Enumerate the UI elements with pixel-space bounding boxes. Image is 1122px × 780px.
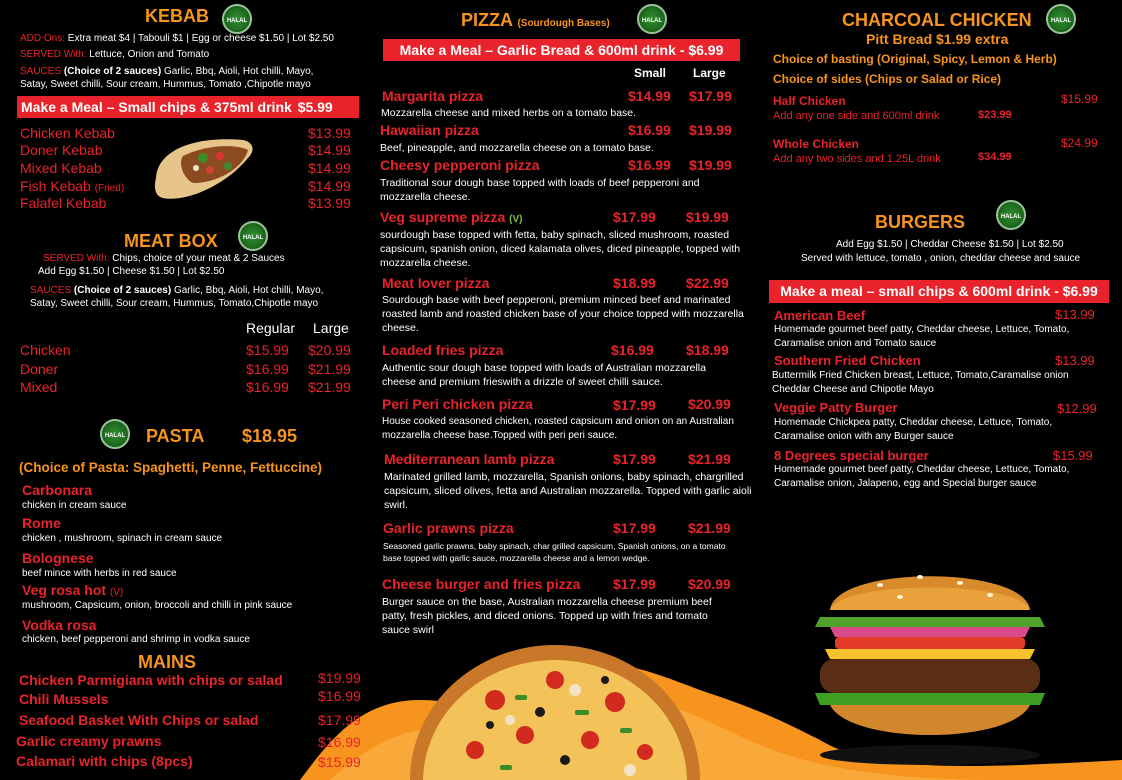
price: $20.99	[308, 342, 351, 358]
item-desc: beef mince with herbs in red sauce	[22, 568, 177, 579]
halal-badge-icon: HALAL	[996, 200, 1026, 230]
item-desc: chicken, beef pepperoni and shrimp in vodka sauce	[22, 634, 250, 645]
pasta-title: PASTA	[146, 426, 205, 446]
price: $15.99	[246, 342, 289, 358]
list-item: Garlic prawns pizza	[383, 520, 514, 536]
list-item: Fish Kebab (Fried)	[20, 178, 125, 194]
price-small: $17.99	[613, 520, 656, 536]
price: $14.99	[308, 142, 351, 158]
item-desc: Homemade gourmet beef patty, Cheddar cheese, Lettuce, Tomato, Caramalise onion, Jalapeno, egg and Special burger sauce	[774, 464, 1070, 489]
item-desc: Homemade Chickpea patty, Cheddar cheese, Lettuce, Tomato, Caramalise onion with any Burger sauce	[774, 417, 1053, 442]
list-item: Doner	[20, 361, 59, 377]
list-item: Veggie Patty Burger	[774, 400, 898, 415]
price-small: $16.99	[611, 342, 654, 358]
price-small: $16.99	[628, 157, 671, 173]
price-small: $18.99	[613, 275, 656, 291]
list-item: Falafel Kebab	[20, 195, 107, 211]
list-item: Calamari with chips (8pcs)	[16, 753, 193, 769]
item-desc: Sourdough base with beef pepperoni, premium minced beef and marinated roasted lamb and roasted chicken base of your choice topped with mozzarella cheese.	[382, 294, 744, 334]
item-desc: Burger sauce on the base, Australian mozzarella cheese premium beef patty, fresh pickles, and diced onions. Topped up with fries and tomato sauce swirl	[382, 596, 712, 636]
list-item: Garlic creamy prawns	[16, 733, 162, 749]
list-item: Carbonara	[22, 482, 93, 498]
list-item: Half Chicken	[773, 94, 846, 108]
pizza-subtitle: (Sourdough Bases)	[517, 18, 610, 29]
price-large: $21.99	[688, 520, 731, 536]
price: $13.99	[308, 125, 351, 141]
item-desc: Mozzarella cheese and mixed herbs on a tomato base.	[381, 107, 637, 119]
price-small: $16.99	[628, 122, 671, 138]
price-large: $17.99	[689, 88, 732, 104]
burgers-addegg: Add Egg $1.50 | Cheddar Cheese $1.50 | Lot $2.50	[836, 239, 1064, 250]
meatbox-addegg: Add Egg $1.50 | Cheese $1.50 | Lot $2.50	[38, 266, 225, 277]
item-desc: Add any one side and 600ml drink	[773, 110, 940, 122]
halal-badge-icon: HALAL	[100, 419, 130, 449]
pizza-image	[405, 640, 705, 780]
kebab-served: SERVED With: Lettuce, Onion and Tomato	[20, 49, 210, 60]
list-item: Southern Fried Chicken	[774, 353, 921, 368]
burgers-served: Served with lettuce, tomato , onion, cheddar cheese and sauce	[801, 253, 1081, 264]
charcoal-pitt: Pitt Bread $1.99 extra	[866, 31, 1009, 47]
meatbox-col-large: Large	[313, 320, 349, 336]
item-desc: Buttermilk Fried Chicken breast, Lettuce, Tomato,Caramalise onion Cheddar Cheese and Chipotle Mayo	[772, 370, 1069, 395]
charcoal-basting: Choice of basting (Original, Spicy, Lemon & Herb)	[773, 52, 1057, 66]
price: $16.99	[318, 734, 361, 750]
price-small: $14.99	[628, 88, 671, 104]
price: $21.99	[308, 379, 351, 395]
list-item: Chili Mussels	[19, 691, 109, 707]
price-large: $19.99	[689, 157, 732, 173]
list-item: Loaded fries pizza	[382, 342, 504, 358]
item-desc: Authentic sour dough base topped with loads of Australian mozzarella cheese and premium frieswith a drizzle of sweet chilli sauce.	[382, 362, 706, 388]
list-item: Mixed Kebab	[20, 160, 102, 176]
meatbox-served: SERVED With: Chips, choice of your meat & 2 Sauces	[43, 253, 285, 264]
pasta-price: $18.95	[242, 426, 298, 446]
item-desc: Homemade gourmet beef patty, Cheddar cheese, Lettuce, Tomato, Caramalise onion and Tomato sauce	[774, 324, 1070, 349]
price: $24.99	[1061, 136, 1098, 150]
price: $34.99	[978, 151, 1012, 163]
burger-image	[790, 555, 1070, 770]
mains-title: MAINS	[138, 652, 196, 672]
pizza-meal-banner: Make a Meal – Garlic Bread & 600ml drink - $6.99	[383, 39, 740, 61]
kebab-addons: ADD Ons: Extra meat $4 | Tabouli $1 | Egg or cheese $1.50 | Lot $2.50	[20, 33, 334, 44]
list-item: Hawaiian pizza	[380, 122, 479, 138]
price: $15.99	[1061, 92, 1098, 106]
list-item: Margarita pizza	[382, 88, 484, 104]
pizza-col-small: Small	[634, 66, 667, 80]
meatbox-title: MEAT BOX	[124, 231, 218, 251]
burgers-meal-banner: Make a meal – small chips & 600ml drink - $6.99	[769, 280, 1109, 303]
list-item: Veg supreme pizza (V)	[380, 209, 523, 225]
item-desc: sourdough base topped with fetta, baby spinach, sliced mushroom, roasted capsicum, spanish onion, diced kalamata olives, diced pineapple, topped with mozzarella cheese.	[380, 229, 741, 269]
charcoal-sides: Choice of sides (Chips or Salad or Rice)	[773, 72, 1002, 86]
halal-badge-icon: HALAL	[1046, 4, 1076, 34]
price: $13.99	[1055, 353, 1095, 368]
kebab-meal-banner: Make a Meal – Small chips & 375ml drink $5.99	[17, 96, 359, 118]
meatbox-col-regular: Regular	[246, 320, 296, 336]
list-item: Mixed	[20, 379, 58, 395]
price: $12.99	[1057, 401, 1097, 416]
list-item: Mediterranean lamb pizza	[384, 451, 555, 467]
list-item: Doner Kebab	[20, 142, 103, 158]
price: $14.99	[308, 160, 351, 176]
kebab-wrap-image	[148, 128, 258, 206]
pizza-title-row	[461, 10, 610, 31]
list-item: Cheesy pepperoni pizza	[380, 157, 540, 173]
price: $16.99	[246, 361, 289, 377]
kebab-sauces: SAUCES (Choice of 2 sauces) Garlic, Bbq, Aioli, Hot chilli, Mayo, Satay, Sweet chilli, Sour cream, Hummus, Tomato ,Chipotle mayo	[20, 66, 314, 90]
item-desc: Seasoned garlic prawns, baby spinach, char grilled capsicum, Spanish onions, on a tomato base topped with garlic sauce, mozzarella cheese and a lemon wedge.	[383, 541, 726, 563]
list-item: Whole Chicken	[773, 137, 860, 151]
list-item: Meat lover pizza	[382, 275, 490, 291]
price-small: $17.99	[613, 451, 656, 467]
price: $23.99	[978, 109, 1012, 121]
price-large: $21.99	[688, 451, 731, 467]
price-small: $17.99	[613, 576, 656, 592]
price: $16.99	[318, 688, 361, 704]
item-desc: Add any two sides and 1.25L drink	[773, 153, 941, 165]
item-desc: chicken , mushroom, spinach in cream sauce	[22, 533, 223, 544]
price-large: $20.99	[688, 396, 731, 412]
price: $17.99	[318, 712, 361, 728]
price: $14.99	[308, 178, 351, 194]
list-item: Rome	[22, 515, 61, 531]
list-item: 8 Degrees special burger	[774, 448, 929, 463]
list-item: Chicken	[20, 342, 71, 358]
item-desc: Marinated grilled lamb, mozzarella, Spanish onions, baby spinach, chargrilled capsicum, sliced olives, fetta and Australian mozzarella. Topped with garlic aioli swirl.	[384, 471, 752, 511]
item-desc: mushroom, Capsicum, onion, broccoli and chilli in pink sauce	[22, 600, 293, 611]
list-item: Cheese burger and fries pizza	[382, 576, 581, 592]
halal-badge-icon: HALAL	[238, 221, 268, 251]
price: $13.99	[308, 195, 351, 211]
meatbox-sauces: SAUCES (Choice of 2 sauces) Garlic, Bbq, Aioli, Hot chilli, Mayo, Satay, Sweet chilli, Sour cream, Hummus, Tomato,Chipotle mayo	[30, 285, 324, 309]
pasta-choice: (Choice of Pasta: Spaghetti, Penne, Fettuccine)	[19, 460, 323, 475]
price-large: $20.99	[688, 576, 731, 592]
pizza-title: PIZZA	[461, 10, 513, 30]
list-item: American Beef	[774, 308, 866, 323]
pizza-col-large: Large	[693, 66, 726, 80]
list-item: Vodka rosa	[22, 617, 97, 633]
item-desc: chicken in cream sauce	[22, 500, 127, 511]
list-item: Seafood Basket With Chips or salad	[19, 712, 259, 728]
price: $21.99	[308, 361, 351, 377]
list-item: Veg rosa hot (V)	[22, 582, 124, 598]
halal-badge-icon: HALAL	[222, 4, 252, 34]
halal-badge-icon: HALAL	[637, 4, 667, 34]
burgers-title: BURGERS	[875, 212, 966, 232]
price-large: $18.99	[686, 342, 729, 358]
price: $13.99	[1055, 307, 1095, 322]
item-desc: House cooked seasoned chicken, roasted capsicum and onion on an Australian mozzarella cheese base.Topped with peri peri sauce.	[382, 416, 734, 441]
list-item: Peri Peri chicken pizza	[382, 396, 533, 412]
price-large: $19.99	[686, 209, 729, 225]
item-desc: Traditional sour dough base topped with loads of beef pepperoni and mozzarella cheese.	[380, 177, 700, 203]
list-item: Chicken Kebab	[20, 125, 115, 141]
price: $19.99	[318, 670, 361, 686]
price-small: $17.99	[613, 397, 656, 413]
price-small: $17.99	[613, 209, 656, 225]
list-item: Bolognese	[22, 550, 94, 566]
price: $16.99	[246, 379, 289, 395]
kebab-title: KEBAB	[145, 6, 210, 26]
item-desc: Beef, pineapple, and mozzarella cheese on a tomato base.	[380, 142, 654, 154]
price-large: $22.99	[686, 275, 729, 291]
price: $15.99	[318, 754, 361, 770]
charcoal-title: CHARCOAL CHICKEN	[842, 10, 1032, 30]
price-large: $19.99	[689, 122, 732, 138]
list-item: Chicken Parmigiana with chips or salad	[19, 672, 283, 688]
price: $15.99	[1053, 448, 1093, 463]
